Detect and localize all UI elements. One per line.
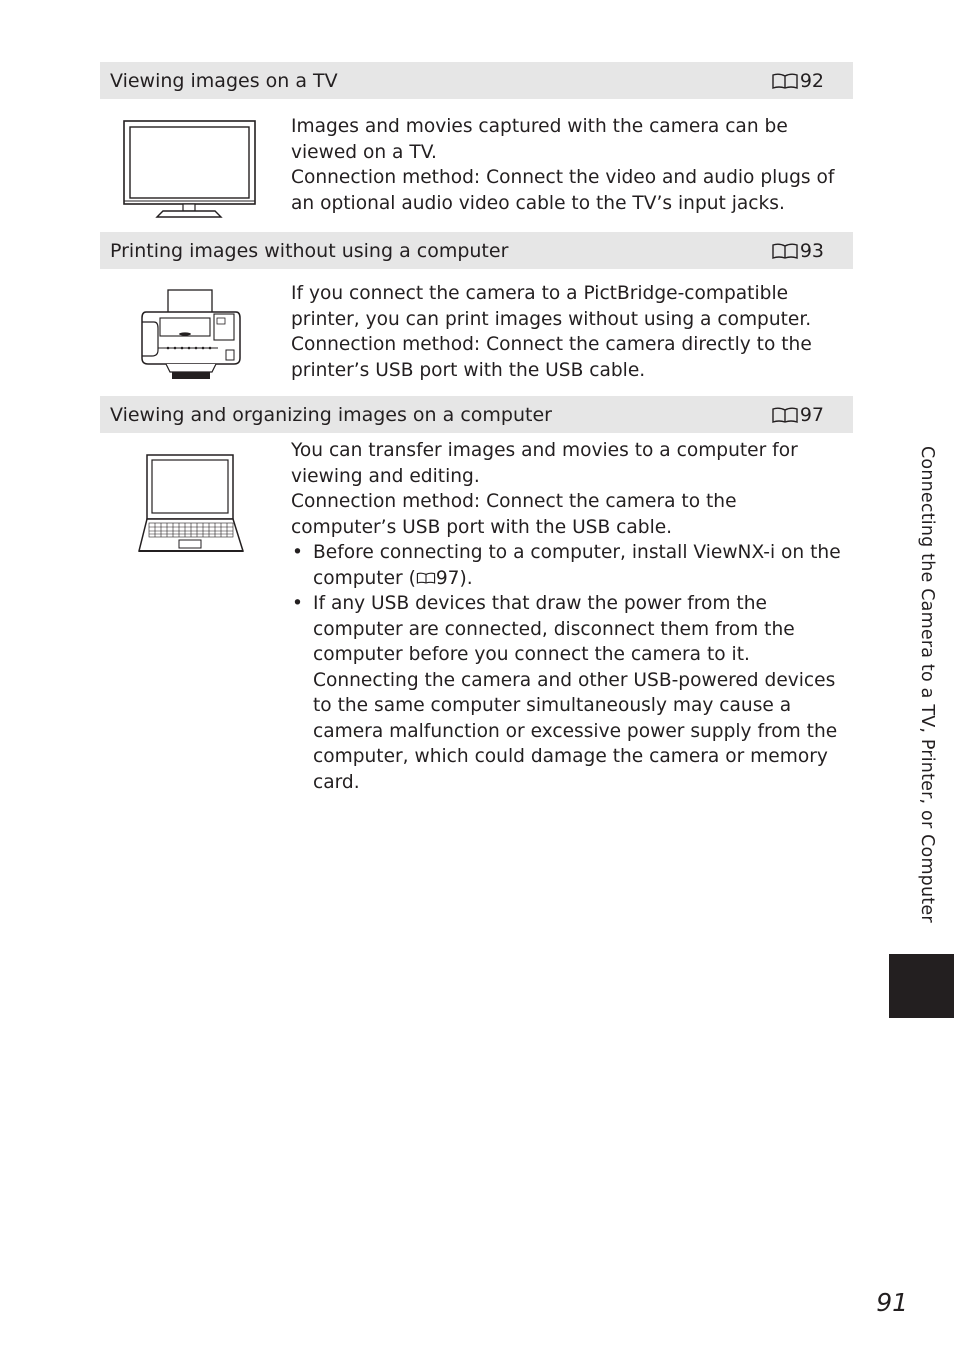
- page-reference-printer[interactable]: [771, 240, 824, 262]
- bullet-list: [291, 540, 847, 795]
- book-reference-icon[interactable]: [416, 568, 436, 584]
- paragraph: If you connect the camera to a PictBridge-compatible printer, you can print images without using a computer.: [291, 283, 812, 330]
- list-item: • Before connecting to a computer, install ViewNX-i on the computer ( 97).: [291, 540, 847, 591]
- section-title-tv: Viewing images on a TV: [110, 69, 338, 92]
- side-tab-marker: [889, 954, 954, 1018]
- paragraph: You can transfer images and movies to a computer for viewing and editing.: [291, 440, 798, 487]
- tv-icon: [123, 119, 257, 219]
- page-reference-number: 92: [799, 69, 824, 92]
- paragraph: Connection method: Connect the camera to the computer’s USB port with the USB cable.: [291, 491, 737, 538]
- page-reference-number: 93: [799, 239, 824, 262]
- section-body-printer: [291, 281, 847, 383]
- paragraph: Connection method: Connect the camera directly to the printer’s USB port with the USB cable.: [291, 334, 812, 381]
- book-reference-icon: [771, 406, 799, 424]
- book-reference-icon: [771, 72, 799, 90]
- paragraph: Images and movies captured with the camera can be viewed on a TV.: [291, 116, 788, 163]
- paragraph: Connection method: Connect the video and audio plugs of an optional audio video cable to the TV’s input jacks.: [291, 167, 835, 214]
- side-tab-label: Connecting the Camera to a TV, Printer, or Computer: [917, 446, 937, 923]
- page-reference-number: 97: [799, 403, 824, 426]
- section-title-computer: Viewing and organizing images on a computer: [110, 403, 552, 426]
- printer-icon: [138, 288, 244, 382]
- section-header-tv: [100, 62, 853, 99]
- laptop-icon: [137, 453, 245, 555]
- page-number: 91: [876, 1288, 908, 1317]
- section-title-printer: Printing images without using a computer: [110, 239, 509, 262]
- book-reference-icon: [771, 242, 799, 260]
- section-header-computer: [100, 396, 853, 433]
- section-body-tv: [291, 114, 847, 216]
- page-reference-tv[interactable]: [771, 70, 824, 92]
- page-reference-computer[interactable]: [771, 404, 824, 426]
- list-item: • If any USB devices that draw the power from the computer are connected, disconnect them from the computer before you connect the camera to it. Connecting the camera and other USB-powered devices to the same computer simultaneously may cause a camera malfunction or excessive power supply from the computer, which could damage the camera or memory card.: [291, 591, 847, 795]
- page-reference-number[interactable]: 97: [435, 567, 460, 589]
- section-body-computer: [291, 438, 847, 795]
- section-header-printer: [100, 232, 853, 269]
